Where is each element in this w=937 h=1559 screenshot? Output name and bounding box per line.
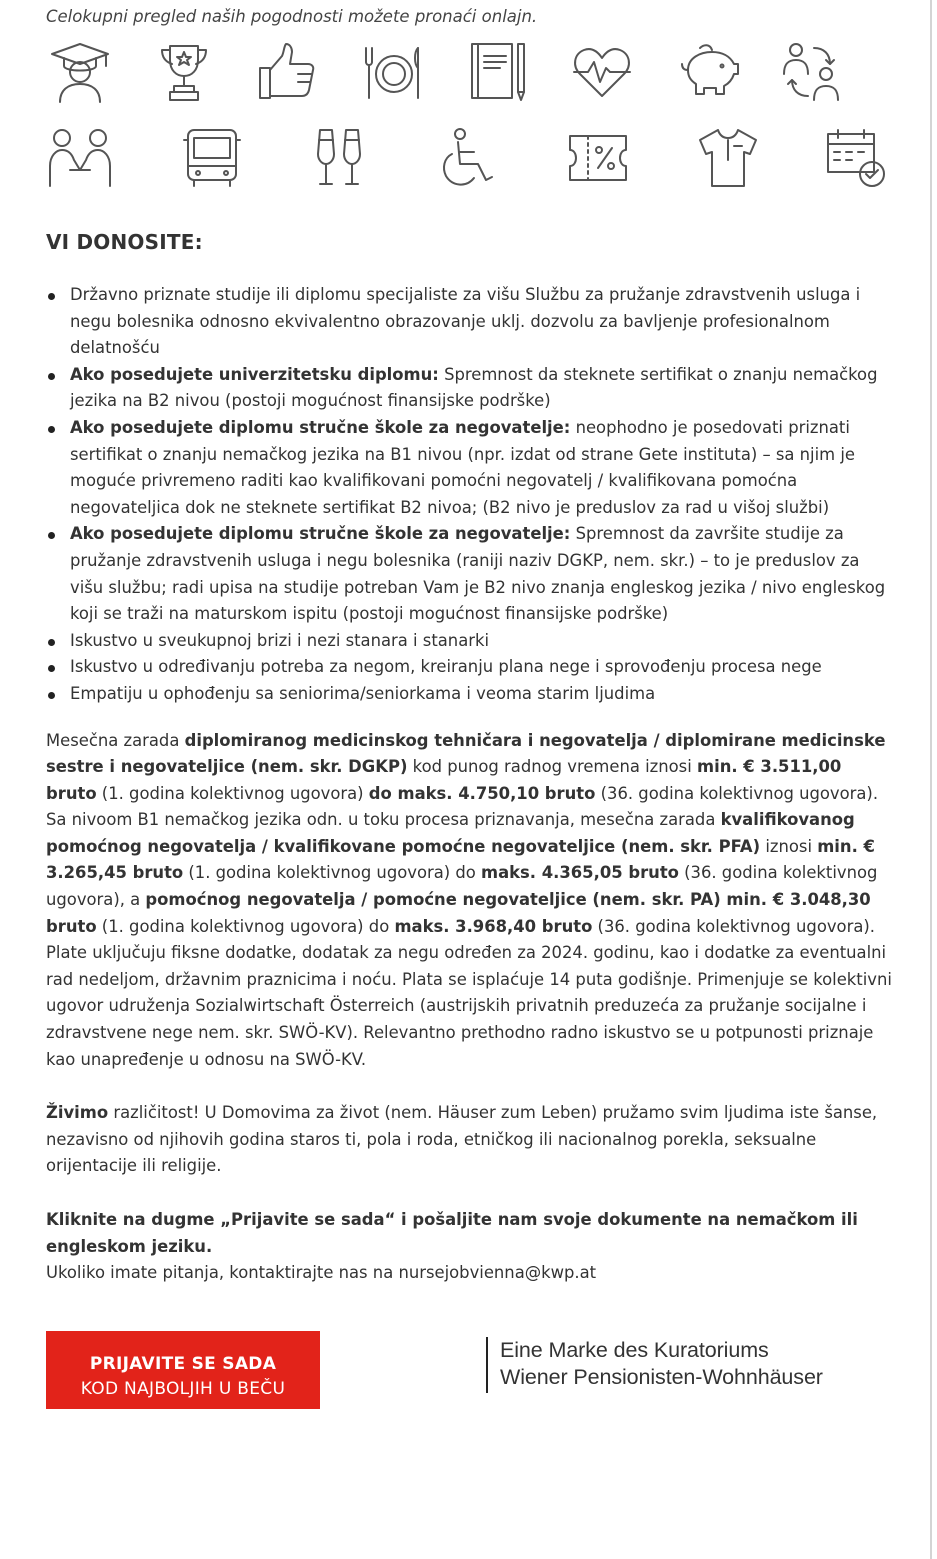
apply-button-line-2: KOD NAJBOLJIH U BEČU <box>80 1379 286 1400</box>
book-icon <box>466 40 530 104</box>
calendar-check-icon <box>824 126 888 190</box>
brand-line-1: Eine Marke des Kuratoriums <box>500 1337 769 1362</box>
requirements-list <box>46 282 896 708</box>
contact-info: Ukoliko imate pitanja, kontaktirajte nas na nursejobvienna@kwp.at <box>46 1263 597 1283</box>
list-item: Državno priznate studije ili diplomu specijaliste za višu Službu za pružanje zdravstvenih usluga i negu bolesnika odnosno ekvivalentno obrazovanje uklj. dozvolu za bavljenje profesionalnom delatnošću <box>46 282 896 362</box>
trophy-icon <box>152 40 216 104</box>
footer-area <box>46 1331 896 1421</box>
graduate-icon <box>48 40 112 104</box>
benefit-icons <box>46 40 896 212</box>
bus-icon <box>180 126 244 190</box>
thumbs-up-icon <box>256 40 320 104</box>
benefits-intro: Celokupni pregled naših pogodnosti možete pronaći onlajn. <box>46 7 538 26</box>
wheelchair-icon <box>438 126 502 190</box>
brand-line-2: Wiener Pensionisten-Wohnhäuser <box>500 1364 823 1389</box>
benefit-icons-row-2 <box>46 126 896 212</box>
job-ad-content <box>46 0 896 1421</box>
people-exchange-icon <box>780 40 844 104</box>
list-item: Iskustvo u određivanju potreba za negom, kreiranju plana nege i sprovođenju procesa nege <box>46 654 896 681</box>
piggy-bank-icon <box>676 40 740 104</box>
page-right-border <box>930 0 932 1559</box>
brand-logo <box>486 1337 823 1393</box>
champagne-glasses-icon <box>308 126 372 190</box>
requirements-heading: VI DONOSITE: <box>46 230 203 254</box>
meal-icon <box>360 40 424 104</box>
apply-now-button[interactable] <box>46 1331 320 1409</box>
shirt-icon <box>696 126 760 190</box>
list-item: Ako posedujete diplomu stručne škole za negovatelje: neophodno je posedovati priznati sertifikat o znanju nemačkog jezika na B1 nivou (npr. izdat od strane Gete instituta) – sa njim je moguće privremeno raditi kao kvalifikovani pomoćni negovatelj / kvalifikovana pomoćna negovateljica dok ne steknete sertifikat B2 nivoa; (B2 nivo je preduslov za rad u višoj službi) <box>46 415 896 521</box>
list-item: Ako posedujete univerzitetsku diplomu: Spremnost da steknete sertifikat o znanju nemačkog jezika na B2 nivou (postoji mogućnost finansijske podrške) <box>46 362 896 415</box>
apply-instructions: Kliknite na dugme „Prijavite se sada“ i pošaljite nam svoje dokumente na nemačkom ili engleskom jeziku. <box>46 1210 858 1256</box>
apply-button-line-1: PRIJAVITE SE SADA <box>89 1354 277 1375</box>
list-item: Ako posedujete diplomu stručne škole za negovatelje: Spremnost da završite studije za pružanje zdravstvenih usluga i negu bolesnika (raniji naziv DGKP, nem. skr.) – to je preduslov za višu službu; radi upisa na studije potreban Vam je B2 nivo znanja engleskog jezika / nivo engleskog koji se traži na maturskom ispitu (postoji mogućnost finansijske podrške) <box>46 521 896 627</box>
benefit-icons-row-1 <box>46 40 896 126</box>
list-item: Iskustvo u sveukupnoj brizi i nezi stanara i stanarki <box>46 628 896 655</box>
handshake-icon <box>48 126 112 190</box>
salary-paragraph: Mesečna zarada diplomiranog medicinskog tehničara i negovatelja / diplomirane medicinske sestre i negovateljice (nem. skr. DGKP) kod punog radnog vremena iznosi min. € 3.511,00 bruto (1. godina kolektivnog ugovora) do maks. 4.750,10 bruto (36. godina kolektivnog ugovora). Sa nivoom B1 nemačkog jezika odn. u toku procesa priznavanja, mesečna zarada kvalifikovanog pomoćnog negovatelja / kvalifikovane pomoćne negovateljice (nem. skr. PFA) iznosi min. € 3.265,45 bruto (1. godina kolektivnog ugovora) do maks. 4.365,05 bruto (36. godina kolektivnog ugovora), a pomoćnog negovatelja / pomoćne negovateljice (nem. skr. PA) min. € 3.048,30 bruto (1. godina kolektivnog ugovora) do maks. 3.968,40 bruto (36. godina kolektivnog ugovora). Plate uključuju fiksne dodatke, dodatak za negu određen za 2024. godinu, kao i dodatke za eventualni rad nedeljom, državnim praznicima i noću. Plata se isplaćuje 14 puta godišnje. Primenjuje se kolektivni ugovor udruženja Sozialwirtschaft Österreich (austrijskih privatnih preduzeća za pružanje socijalne i zdravstvene nege nem. skr. SWÖ-KV). Relevantno prethodno radno iskustvo se u potpunosti priznaje kao unapređenje u odnosu na SWÖ-KV. <box>46 730 892 1069</box>
heart-rate-icon <box>570 40 634 104</box>
discount-ticket-icon <box>566 126 630 190</box>
list-item: Empatiju u ophođenju sa seniorima/seniorkama i veoma starim ljudima <box>46 681 896 708</box>
diversity-paragraph: Živimo različitost! U Domovima za život (nem. Häuser zum Leben) pružamo svim ljudima iste šanse, nezavisno od njihovih godina staros ti, pola i roda, etničkog ili nacionalnog porekla, seksualne orijentacije ili religije. <box>46 1103 878 1176</box>
